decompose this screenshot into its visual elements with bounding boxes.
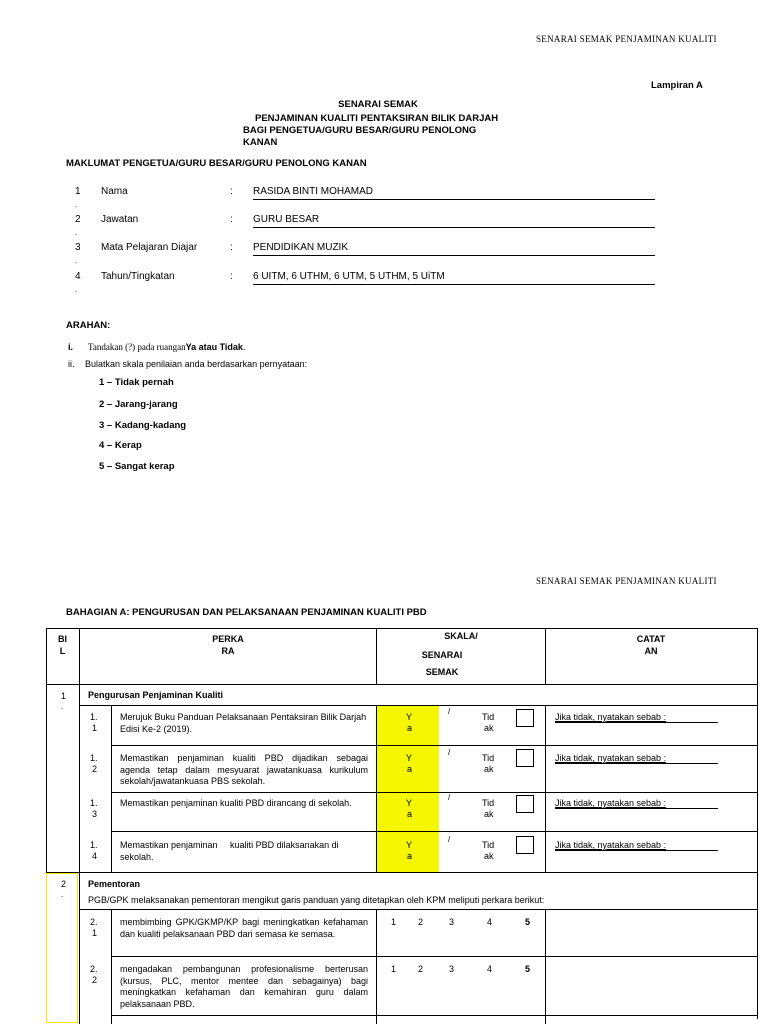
tidak-label: Tid <box>482 712 495 722</box>
field-colon: : <box>230 214 233 225</box>
arahan-heading: ARAHAN: <box>66 320 111 331</box>
arahan-ii-text: Bulatkan skala penilaian anda berdasarkan pernyataan: <box>85 359 308 369</box>
scale-option-5[interactable]: 5 <box>525 964 531 974</box>
header-skala-2: SENARAI <box>421 650 463 660</box>
nama-field[interactable]: RASIDA BINTI MOHAMAD <box>253 186 655 200</box>
ya-label: Y <box>406 753 413 763</box>
tidak-checkbox[interactable] <box>516 836 534 854</box>
section-1-number: 1 <box>61 691 67 701</box>
scale-option-5[interactable]: 5 <box>525 917 531 927</box>
arahan-i-number: i. <box>68 342 74 352</box>
field-label: Nama <box>101 186 128 197</box>
field-dot: . <box>75 228 78 237</box>
ya-label: Y <box>406 840 413 850</box>
title-line-1: SENARAI SEMAK <box>338 99 418 110</box>
scale-level-5: 5 – Sangat kerap <box>99 461 175 472</box>
header-skala-3: SEMAK <box>425 667 459 677</box>
tidak-checkbox[interactable] <box>516 749 534 767</box>
field-label: Tahun/Tingkatan <box>101 271 175 282</box>
section-2-dot: . <box>61 890 64 899</box>
item-1-1-num-2: 1 <box>92 723 98 733</box>
tidak-label: Tid <box>482 753 495 763</box>
arahan-i-end: . <box>242 342 246 352</box>
header-catatan-1: CATAT <box>636 634 666 644</box>
scale-option-2[interactable]: 2 <box>418 964 424 974</box>
section-1-title: Pengurusan Penjaminan Kualiti <box>88 690 224 700</box>
mata-pelajaran-field[interactable]: PENDIDIKAN MUZIK <box>253 242 655 256</box>
note-field[interactable]: Jika tidak, nyatakan sebab : <box>555 753 718 764</box>
item-1-1-num: 1. <box>90 712 98 722</box>
field-label: Mata Pelajaran Diajar <box>101 242 198 253</box>
item-1-3-num-2: 3 <box>92 809 98 819</box>
section-1-dot: . <box>61 702 64 711</box>
jawatan-field[interactable]: GURU BESAR <box>253 214 655 228</box>
scale-level-4: 4 – Kerap <box>99 440 142 451</box>
note-field[interactable]: Jika tidak, nyatakan sebab : <box>555 712 718 723</box>
lampiran-label: Lampiran A <box>651 80 703 91</box>
section-2-number: 2 <box>61 879 67 889</box>
field-number: 3 <box>75 242 81 253</box>
field-number: 1 <box>75 186 81 197</box>
scale-option-3[interactable]: 3 <box>449 964 455 974</box>
running-header-2: SENARAI SEMAK PENJAMINAN KUALITI <box>536 576 717 586</box>
header-perkara-1: PERKA <box>212 634 244 644</box>
section-2-description: PGB/GPK melaksanakan pementoran mengikut garis panduan yang ditetapkan oleh KPM meliputi perkara berikut: <box>88 895 545 905</box>
field-number: 4 <box>75 271 81 282</box>
arahan-ii-number: ii. <box>68 359 75 369</box>
title-line-3: BAGI PENGETUA/GURU BESAR/GURU PENOLONG <box>243 125 477 136</box>
ya-label-2: a <box>407 764 413 774</box>
field-colon: : <box>230 271 233 282</box>
item-1-2-text: Memastikan penjaminan kualiti PBD dijadikan sebagai agenda tetap dalam mesyuarat jawatankuasa kurikulum sekolah/jawatankuasa PBS sekolah. <box>120 753 368 786</box>
header-perkara-2: RA <box>221 646 235 656</box>
header-bil-1: BI <box>58 634 67 644</box>
item-1-4-num: 1. <box>90 840 98 850</box>
title-line-2: PENJAMINAN KUALITI PENTAKSIRAN BILIK DARJAH <box>255 113 499 124</box>
running-header: SENARAI SEMAK PENJAMINAN KUALITI <box>536 34 717 44</box>
note-field[interactable]: Jika tidak, nyatakan sebab : <box>555 840 718 851</box>
scale-option-4[interactable]: 4 <box>487 964 493 974</box>
slash: / <box>448 748 451 757</box>
item-1-1-text: Merujuk Buku Panduan Pelaksanaan Pentaksiran Bilik Darjah Edisi Ke-2 (2019). <box>120 712 367 734</box>
scale-option-2[interactable]: 2 <box>418 917 424 927</box>
item-1-2-num: 1. <box>90 753 98 763</box>
scale-option-1[interactable]: 1 <box>391 964 397 974</box>
item-2-1-num-2: 1 <box>92 928 98 938</box>
field-dot: . <box>75 200 78 209</box>
info-heading: MAKLUMAT PENGETUA/GURU BESAR/GURU PENOLONG KANAN <box>66 158 367 169</box>
scale-level-3: 3 – Kadang-kadang <box>99 420 187 431</box>
scale-level-1: 1 – Tidak pernah <box>99 377 174 388</box>
item-2-1-num: 2. <box>90 917 98 927</box>
item-1-4-num-2: 4 <box>92 851 98 861</box>
ya-label-2: a <box>407 851 413 861</box>
item-1-2-num-2: 2 <box>92 764 98 774</box>
slash: / <box>448 707 451 716</box>
header-bil-2: L <box>59 646 66 656</box>
tidak-label-2: ak <box>484 723 494 733</box>
tidak-label: Tid <box>482 840 495 850</box>
item-2-2-num: 2. <box>90 964 98 974</box>
arahan-i-text: Tandakan (?) pada ruangan <box>88 342 186 352</box>
scale-level-2: 2 – Jarang-jarang <box>99 399 178 410</box>
title-line-4: KANAN <box>243 137 278 148</box>
item-2-2-text: mengadakan pembangunan profesionalisme berterusan (kursus, PLC, mentor mentee dan sebagainya) bagi meningkatkan kefahaman dan kemahiran guru dalam pelaksanaan PBD. <box>120 964 368 1009</box>
ya-label: Y <box>406 798 413 808</box>
arahan-i-bold: Ya atau Tidak <box>185 342 243 352</box>
item-1-3-num: 1. <box>90 798 98 808</box>
scale-option-1[interactable]: 1 <box>391 917 397 927</box>
item-2-2-num-2: 2 <box>92 975 98 985</box>
field-nama <box>0 186 768 208</box>
scale-option-4[interactable]: 4 <box>487 917 493 927</box>
tidak-checkbox[interactable] <box>516 709 534 727</box>
section-2-title: Pementoran <box>88 879 141 889</box>
field-jawatan <box>0 214 768 236</box>
field-mata-pelajaran <box>0 242 768 264</box>
field-tahun-tingkatan <box>0 271 768 293</box>
header-skala-1: SKALA/ <box>444 631 478 641</box>
tidak-label-2: ak <box>484 809 494 819</box>
item-1-4-text: Memastikan penjaminan kualiti PBD dilaksanakan di sekolah. <box>120 840 342 862</box>
item-2-1-text: membimbing GPK/GKMP/KP bagi meningkatkan kefahaman dan kualiti pelaksanaan PBD dari semasa ke semasa. <box>120 917 368 939</box>
ya-label-2: a <box>407 723 413 733</box>
slash: / <box>448 793 451 802</box>
tahun-tingkatan-field[interactable]: 6 UITM, 6 UTHM, 6 UTM, 5 UTHM, 5 UiTM <box>253 271 655 285</box>
note-field[interactable]: Jika tidak, nyatakan sebab : <box>555 798 718 809</box>
item-1-3-text: Memastikan penjaminan kualiti PBD dirancang di sekolah. <box>120 798 352 808</box>
section-heading: BAHAGIAN A: PENGURUSAN DAN PELAKSANAAN PENJAMINAN KUALITI PBD <box>66 607 427 618</box>
scale-option-3[interactable]: 3 <box>449 917 455 927</box>
ya-label: Y <box>406 712 413 722</box>
field-label: Jawatan <box>101 214 139 225</box>
slash: / <box>448 835 451 844</box>
tidak-checkbox[interactable] <box>516 795 534 813</box>
tidak-label: Tid <box>482 798 495 808</box>
field-colon: : <box>230 186 233 197</box>
field-dot: . <box>75 285 78 294</box>
tidak-label-2: ak <box>484 764 494 774</box>
field-number: 2 <box>75 214 81 225</box>
field-dot: . <box>75 256 78 265</box>
header-catatan-2: AN <box>644 646 658 656</box>
field-colon: : <box>230 242 233 253</box>
tidak-label-2: ak <box>484 851 494 861</box>
ya-label-2: a <box>407 809 413 819</box>
